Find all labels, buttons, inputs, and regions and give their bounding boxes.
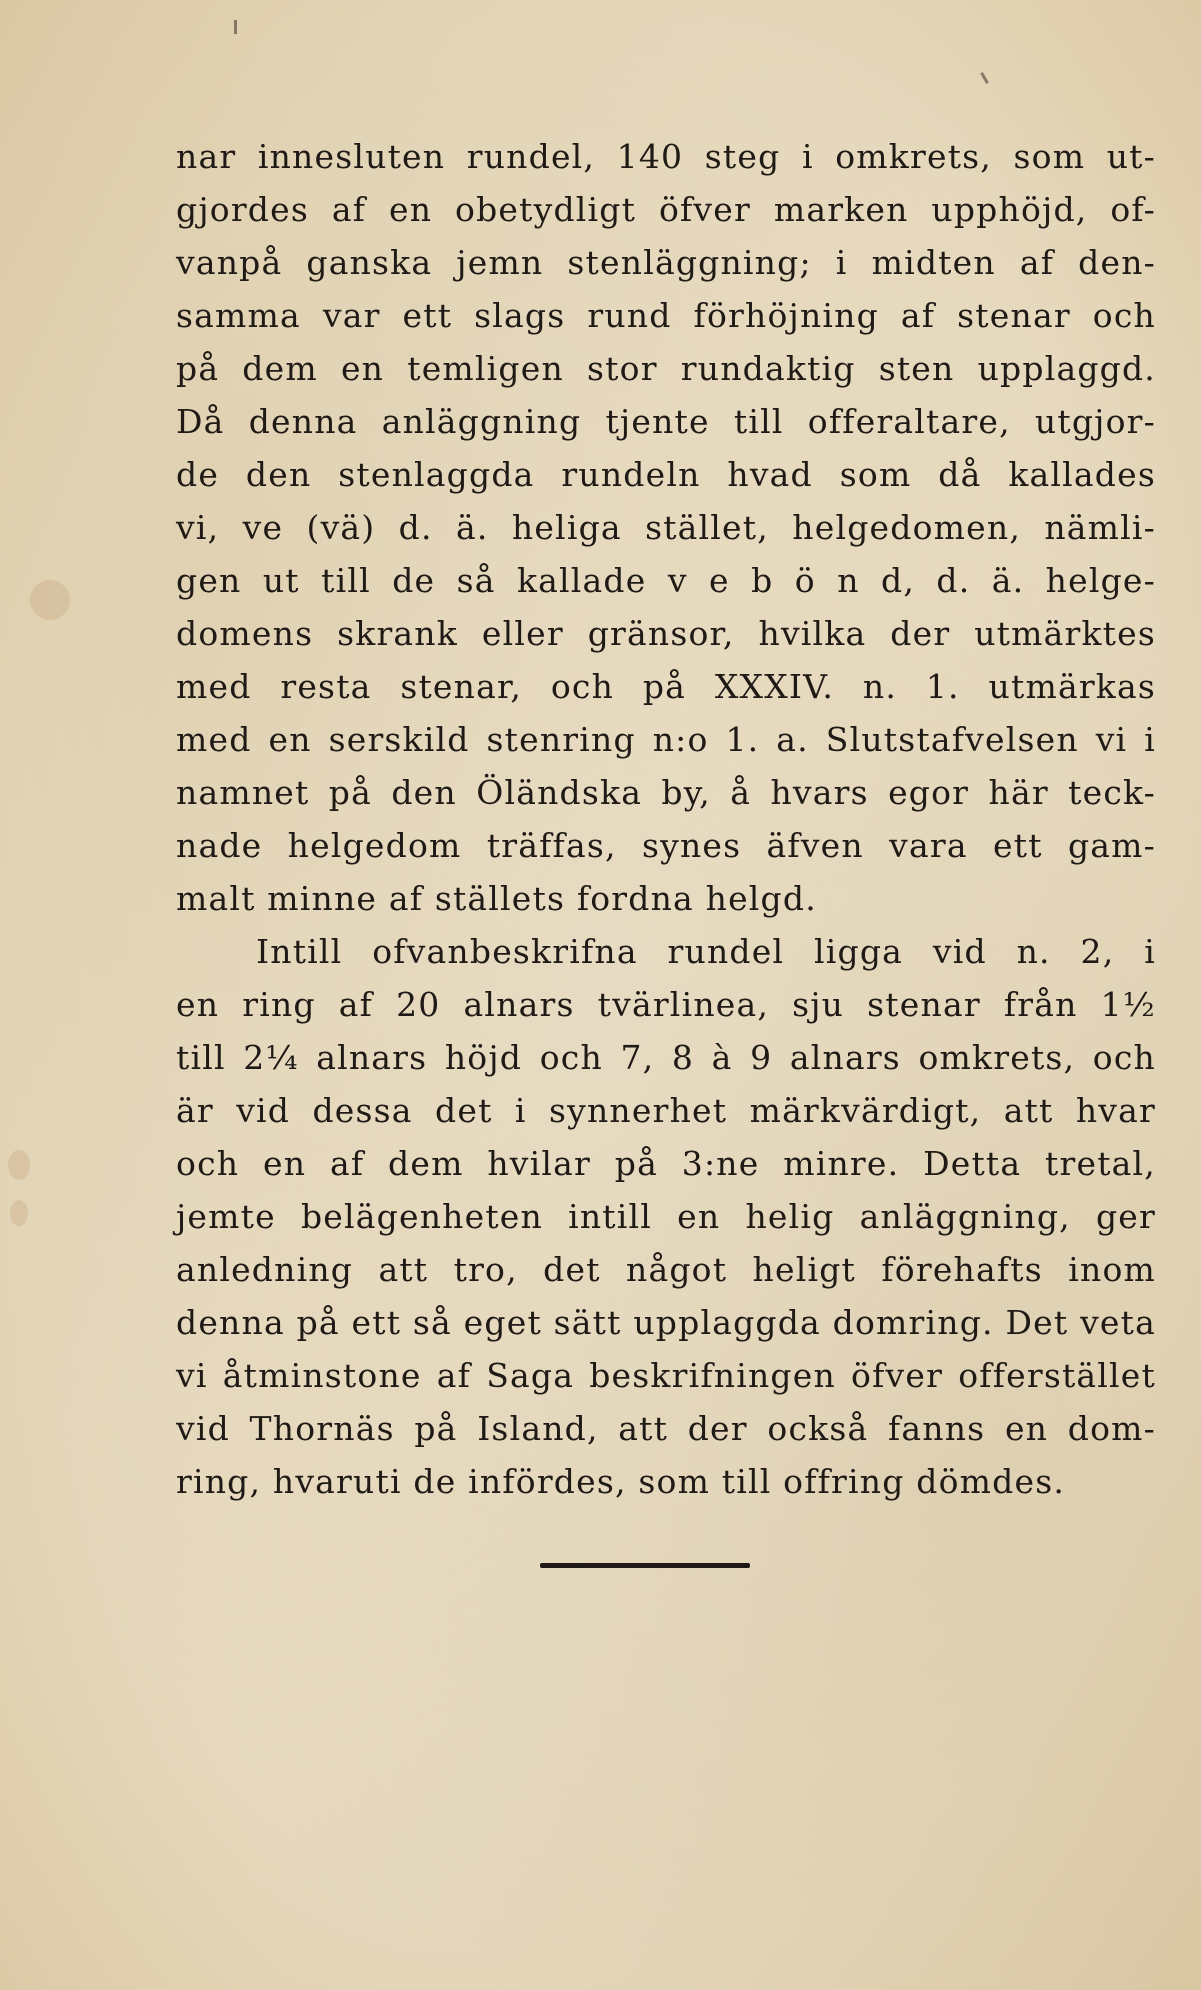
text-line: är vid dessa det i synnerhet märkvärdigt, att hvar bbox=[176, 1091, 1156, 1130]
text-line: domens skrank eller gränsor, hvilka der utmärktes bbox=[176, 614, 1156, 653]
text-line: vanpå ganska jemn stenläggning; i midten af den- bbox=[176, 243, 1156, 282]
text-line: Intill ofvanbeskrifna rundel ligga vid n. 2, i bbox=[256, 932, 1156, 971]
text-line: med resta stenar, och på XXXIV. n. 1. utmärkas bbox=[176, 667, 1156, 706]
text-line: denna på ett så eget sätt upplaggda domring. Det veta bbox=[176, 1303, 1156, 1342]
paper-stain bbox=[30, 580, 70, 620]
text-line: samma var ett slags rund förhöjning af stenar och bbox=[176, 296, 1156, 335]
text-line: på dem en temligen stor rundaktig sten upplaggd. bbox=[176, 349, 1156, 388]
ink-speck bbox=[980, 72, 989, 84]
text-line: till 2¼ alnars höjd och 7, 8 à 9 alnars omkrets, och bbox=[176, 1038, 1156, 1077]
text-line: vi, ve (vä) d. ä. heliga stället, helgedomen, nämli- bbox=[176, 508, 1156, 547]
text-line: ring, hvaruti de infördes, som till offring dömdes. bbox=[176, 1462, 1066, 1501]
page-text bbox=[176, 130, 1156, 1508]
text-line: nar innesluten rundel, 140 steg i omkrets, som ut- bbox=[176, 137, 1156, 176]
text-line: och en af dem hvilar på 3:ne minre. Detta tretal, bbox=[176, 1144, 1156, 1183]
text-line: gen ut till de så kallade v e b ö n d, d. ä. helge- bbox=[176, 561, 1156, 600]
text-line: jemte belägenheten intill en helig anläggning, ger bbox=[176, 1197, 1156, 1236]
text-line: anledning att tro, det något heligt förehafts inom bbox=[176, 1250, 1156, 1289]
text-line: de den stenlaggda rundeln hvad som då kallades bbox=[176, 455, 1156, 494]
text-line: namnet på den Öländska by, å hvars egor här teck- bbox=[176, 773, 1156, 812]
text-line: vi åtminstone af Saga beskrifningen öfver offerstället bbox=[176, 1356, 1156, 1395]
ink-speck bbox=[234, 20, 237, 34]
text-line: nade helgedom träffas, synes äfven vara ett gam- bbox=[176, 826, 1156, 865]
text-line: gjordes af en obetydligt öfver marken upphöjd, of- bbox=[176, 190, 1156, 229]
text-line: en ring af 20 alnars tvärlinea, sju stenar från 1½ bbox=[176, 985, 1156, 1024]
text-line: malt minne af ställets fordna helgd. bbox=[176, 879, 817, 918]
text-line: vid Thornäs på Island, att der också fanns en dom- bbox=[176, 1409, 1156, 1448]
text-line: Då denna anläggning tjente till offeraltare, utgjor- bbox=[176, 402, 1156, 441]
paper-stain bbox=[8, 1150, 30, 1180]
paper-stain bbox=[10, 1200, 28, 1226]
text-line: med en serskild stenring n:o 1. a. Slutstafvelsen vi i bbox=[176, 720, 1156, 759]
section-divider bbox=[540, 1563, 750, 1568]
